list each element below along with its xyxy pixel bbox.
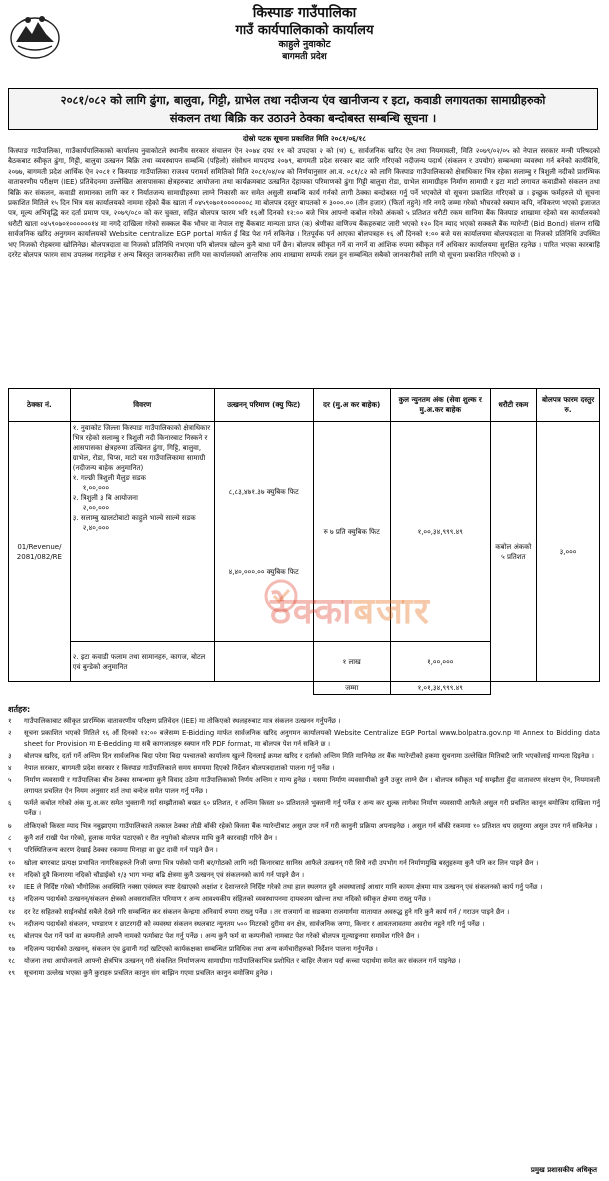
tender-table (8, 388, 600, 695)
office-header (0, 4, 609, 63)
condition-number: ८ (8, 833, 12, 842)
signature-title: प्रमुख प्रशासकीय अधिकृत (530, 1166, 597, 1174)
condition-text: परिस्थितिजन्य कारण देखाई ठेक्का रकममा मिनाहा वा छुट दावी गर्न पाइने छैन । (24, 846, 218, 855)
condition-number: १ (8, 717, 12, 725)
conditions-title: शर्तहरु: (8, 705, 31, 714)
condition-item (8, 763, 600, 773)
row1-description (70, 422, 214, 642)
table-row (9, 422, 600, 642)
row1-rate: रु ७ प्रति क्युबिक फिट (313, 422, 390, 642)
condition-item (8, 907, 600, 917)
condition-number: १६ (8, 932, 16, 941)
notice-body: किस्पाङ गाउँपालिका, गाउँकार्यपालिकाको कार्यालय नुवाकोटले स्थानीय सरकार संचालन ऐन २०७४ दफा ११ को उपदफा २ को (थ) ६, सार्वजनिक खरिद ऐन तथा नियमावली, मिति २०७९/०२/०५ को नेपाल सरकार मन्त्री परिषदको बैठकबाट स्वीकृत ढुंगा, गिट्टी, बालुवा उत्खनन बिक्रि तथा व्यवस्थापन सम्बन्धि (पहिलो) संसोधन मापदण्ड २०७९, बागमती प्रदेश सरकार बाट जारि गरिएको नदीजन्य पदार्थ (संकलन र उपयोग) सम्बन्धमा व्यवस्था गर्न बनेको कार्यविधि, २०७७, बागमती प्रदेश आर्थिक ऐन २०८१ र किस्पाङ गाउँपालिका राजश्व परामर्श समितिको मिति २०८१/०४/०४ को निर्णयानुसार आ.व. ०८१/८२ को लागि किस्पाङ गाउँपालिकाको क्षेत्राधिकार भित्र रहेका सलाम्बु र त्रिशुली नदीको प्रारम्भिक वातावरणीय परीक्षण (IEE) प्रतिवेदनमा उल्लेखित आसपासका क्षेत्रहरुबाट आयोजना तथा कार्यक्रमबाट उत्खनित देहायका परिमाणको ढुंगा गिट्टी बालुवा रोडा, ग्राभेल सामाग्रीहरु निर्माण सामाग्री र इटा माटो लगायत कवाडीको संकलन तथा बिक्रि कर संकलन, कवाडी सामानका लागि कर र निर्यातजन्य सामाग्रीहरुमा लाग्ने निकासी कर समेत असुली सम्बन्धि कार्य गर्नको लागी ठेक्का बन्दोबस्त गर्नु पर्ने भएकोले यो सूचना प्रकाशित गरिएको छ । इच्छुक फर्महरुले यो सूचना प्रकाशित मितिले १५ दिन भित्र यस कार्यालयको नाममा रहेको बैंक खाता र्नं ०४५९०७०१०००००००८ मा बोलपत्र दस्तुर बापतको रु ३०००.०० (तीन हजार) (फिर्ता नहुने) गरि नगदै जम्मा गरेको भौचरको स्क्यान कपि, नविकरण भएको इजाजत पत्र, मूल्य अभिवृद्धि कर दर्ता प्रमाण पत्र, २०७९/०८० को कर चुक्ता, सहित बोलपत्र फारम भरि १६औं दिनको १२:०० बजे भित्र आफ्नो कबोल गरेको अंकको ५ प्रतिशत धरौटी रकम सानिमा बैंक किस्पाङ शाखामा रहेको यस कार्यालयको धरौटी खाता ०४५९०७०१००००००१४ मा नगदै दाखिला गरेको सक्कल बैंक भौचर वा नेपाल राष्ट्र बैंकबाट मान्यता प्राप्त (क) श्रेणीका वाणिज्य बैंकहरुबाट जारी भएको १२० दिन म्याद भएको सक्कलै बैंक ग्यारेन्टी (Bid Bond) संलग्न राखि सार्वजनिक खरिद अनुगमन कार्यालयको Website centralize EGP portal मार्फत ई बिड पेश गर्न सकिनेछ । रितपूर्वक पर्न आएका बोलपत्रहरु १६ औं दिनको १:०० बजे यस कार्यालयमा बोलपत्रदाता वा निजको प्रतिनिधि उपस्थित भए निजको रोहबरमा खोलिनेछ। बोलपत्रदाता वा निजको प्रतिनिधि नभएमा पनि बोलपत्र खोल्न कुनै बाधा पर्ने छैन। बोलपत्र स्वीकृत गर्ने वा नगर्ने वा आंशिक रुपमा स्वीकृत गर्ने अधिकार कार्यालयमा सुरक्षित रहनेछ । पारित भएका कारबाहि दररेट बोलपत्र फारम साथ उपलब्ध गराइनेछ र अन्य बिस्तृत जानकारीका लागि यस कार्यालयको आन्तरिक आय शाखामा सम्पर्क राख्न हुन सम्बन्धित सबैको जानकारीको लागि यो सूचना प्रकाशित गरिएको छ । (8, 147, 600, 260)
sub-a-label: १. गल्छी त्रिशुली मैलुङ सडक (72, 474, 146, 482)
condition-item (8, 821, 600, 831)
condition-number: ६ (8, 799, 12, 808)
district-name: काहुले नुवाकोट (278, 39, 331, 50)
col-form-fee: बोलपत्र फारम दस्तुर रु. (537, 389, 600, 422)
condition-text: नदिको दुवै किनारमा नदिको चौडाईको १/३ भाग भन्दा बढि क्षेत्रमा कुनै उत्खनन् एवं संकलनको कार्य गर्न पाइने छैन । (24, 870, 305, 879)
condition-number: १९ (8, 969, 16, 978)
condition-text: नदिजन्य पदार्थको उत्खनन्, संकलन एंव ढुवानी गर्दा खटिएको कार्यकक्षका सम्बन्धित प्राविधिक तथा अन्य कर्मचारीहरुको निर्देशन पालना गर्नुपर्नेछ । (24, 944, 378, 953)
row2-rate: १ लाख (313, 642, 390, 682)
condition-number: १७ (8, 944, 16, 953)
condition-number: १२ (8, 883, 16, 892)
condition-text: बोलपत्र खरिद, दर्ता गर्ने अन्तिम दिन सार्वजनिक बिदा परेमा बिदा पश्चातको कार्यालय खुल्ने दिनलाई क्रमश खरिद र दर्ताको अन्तिम मिति मानिनेछ तर बैंक ग्यारेन्टीको हकमा सुचनामा उल्लेखित मितिबाटै जारि भएकोलाई मान्यता दिइनेछ । (24, 751, 594, 760)
col-contract-no: ठेक्का नं. (9, 389, 71, 422)
row1-total: १,००,३४,९९९.४९ (390, 422, 490, 642)
condition-number: १४ (8, 907, 16, 916)
condition-text: नेपाल सरकार, बागमती प्रदेश सरकार र किस्पाङ गाउँपालिकाले समय समयमा दिएको निर्देशन बोलपत्रदाताको पालना गर्नु पर्नेछ । (24, 764, 335, 773)
condition-text: IEE ले निर्दिष्ट गरेको भौगोलिक अवस्थिति नक्सा एवंस्थल स्पष्ट देखाएको अक्षांश र देशान्तरले निर्दिष्ट गरेको तथा हाल स्थलगत दुवै अवस्थालाई आधार मानि कायम क्षेत्रमा मात्र उत्खनन् एवं संकलनको कार्य गर्नु पर्नेछ । (24, 883, 543, 892)
sub-b-qty: २,००,००० (82, 504, 110, 512)
condition-text: सूचनामा उल्लेख भएका कुनै कुराहरु प्रचलित कानुन संग बाझिन गएमा प्रचलित कानुन बमोजिम हुनेछ । (24, 969, 273, 978)
watermark-right: बजार (353, 591, 431, 632)
contract-number: 01/Revenue/ 2081/082/RE (9, 422, 71, 682)
condition-number: २ (8, 729, 12, 738)
notice-title (8, 88, 598, 130)
condition-item (8, 931, 600, 941)
office-name: गाउँ कार्यपालिकाको कार्यालय (235, 23, 374, 38)
condition-text: नदीजन्य पदार्थको संकलन, भण्डारण र छाटरगदी को व्यवस्था संकलन स्थलबाट न्युनतम ५०० मिटरको दुरीमा वन क्षेत्र, सार्वजनिक जग्गा, किनार र आवतजावतमा अवरोध नहुने गरि गर्नु पर्नेछ । (24, 920, 485, 929)
row2-total: १,००,००० (390, 642, 490, 682)
qty-first: ८,८३,४७१.३७ क्युबिक फिट (228, 487, 299, 496)
condition-text: योजना तथा आयोजनाले आफ्नो क्षेत्रभित्र उत्खनन् गरी संकलित निर्माणजन्य सामाग्रीमा गाउँपालिकाभित्र प्रशोधित र बाहिर लैजान पर्दा कच्चा पदार्थमा समेत कर संकलन गर्न पाइनेछ । (24, 956, 461, 965)
sum-total: १,०१,३४,९९९.४९ (390, 682, 490, 695)
condition-number: १३ (8, 895, 16, 904)
condition-number: ११ (8, 870, 16, 879)
condition-item (8, 833, 600, 843)
table-sum-row (9, 682, 600, 695)
condition-item (8, 751, 600, 761)
sum-blank (9, 682, 314, 695)
col-deposit: धरौटी रकम (490, 389, 537, 422)
condition-number: ९ (8, 846, 12, 855)
condition-text: खोला बगरबाट प्रत्यक्ष प्रभावित नागरिकहरुले निजी जग्गा भित्र पसेको पानी बर/गोठको लागि नदी किनारबाट सानिस आफैले उत्खनन् गरी सिधै नदी उपभोग गर्न निर्माणमुखि बस्तुहरुमा कुनै पनि कर लिन पाइने छैन । (24, 858, 539, 867)
notice-title-line1: २०८१/०८२ को लागि ढुंगा, बालुवा, गिट्टी, ग्राभेल तथा नदीजन्य एंव खानीजन्य र इटा, कवाडी लगायतका सामाग्रीहरुको (60, 93, 546, 107)
condition-text: कुनै शर्त राखी पेश गरेको, हुलाक मार्फत पठाएको र रीत नपुगेको बोलपत्र माथि कुनै कारवाही गरिने छैन । (24, 833, 278, 842)
province-name: बागमती प्रदेश (282, 52, 327, 62)
sub-b-label: २. त्रिशुली ३ बि आयोजना (72, 494, 138, 502)
condition-item (8, 728, 600, 749)
condition-text: सूचना प्रकाशित भएको मितिले १६ औं दिनको १२:०० बजेसम्म E-Bidding मार्फत सार्वजनिक खरिद अनुगमन कार्यालयको Website Centralize EGP Portal www.bolpatra.gov.np मा Annex to Bidding data sheet for Provision मा E-Bedding मा सबै कागजातहरु स्क्यान गरि PDF format, मा बोलपत्र पेश गर्न सकिने छ । (24, 729, 600, 748)
condition-item (8, 968, 600, 978)
condition-item (8, 919, 600, 929)
condition-item (8, 858, 600, 868)
condition-item (8, 870, 600, 880)
sub-c-label: ३. सलाम्बु खालटोबाटो काहुले भाल्वे साल्मे सडक (72, 514, 196, 522)
row2-description: २. इटा कवाडी फलाम तथा सामानहरु, कागज, बोटल एवं बुन्डेको अनुमानित (70, 642, 214, 682)
sum-label: जम्मा (313, 682, 390, 695)
col-description: विवरण (70, 389, 214, 422)
condition-item (8, 798, 600, 819)
col-minimum-total: कुल न्युनतम अंक (सेवा शुल्क र मु.अ.कर बाहेक (390, 389, 490, 422)
form-fee: ३,००० (537, 422, 600, 682)
publication-date: दोस्रो पटक सूचना प्रकाशित मिति २०८१/०६/१८ (242, 134, 367, 143)
condition-text: बोलपत्र पेश गर्ने फर्म वा कम्पनीले आफ्नै नामको फर्माबाट पेश गर्नु पर्नेछ । अन्य कुनै फर्म वा कम्पनीको नामबाट पेश गरेको बोलपत्र मूल्याङ्कनमा समावेश गरिने छैन । (24, 932, 420, 941)
municipality-name: किस्पाङ गाउँपालिका (252, 5, 357, 21)
condition-text: दर रेट सहितको साईनबोर्ड सबैले देख्ने गरि सम्बन्धित कर संकलन केन्द्रमा अनिवार्य रुपमा राख्नु पर्नेछ । तर राजमार्ग वा सडकमा राजमार्गमा यातायात अवरुद्ध हुने गरि कुनै कार्य गर्न / गराउन पाइने छैन । (24, 907, 510, 916)
condition-number: ७ (8, 821, 12, 830)
condition-text: तोकिएको किस्ता म्याद भित्र नबुझाएमा गाउँपालिकाले तत्काल ठेक्का तोडी बाँकी रहेको किस्ता बैंक ग्यारेन्टीबाट असुल उपर गर्ने गरी कानुनी प्रक्रिया अपनाइनेछ । असुल गर्न बाँकी रकममा १० प्रतिशत थप दस्तुरमा असुल उपर गर्न सकिनेछ । (24, 821, 598, 830)
condition-number: १८ (8, 956, 16, 965)
qty-second: ४,४०,०००.०० क्युबिक फिट (228, 567, 299, 576)
sub-a-qty: १,००,००० (82, 484, 110, 492)
condition-number: ४ (8, 764, 12, 773)
watermark-left: ठेक्का (270, 591, 354, 632)
col-quantity: उत्खनन् परिमाण (क्यु फिट) (214, 389, 313, 422)
condition-item (8, 716, 600, 726)
table-header-row (9, 389, 600, 422)
sub-c-qty: २,४०,००० (82, 524, 110, 532)
sub-item-a (73, 473, 212, 483)
condition-text: नदिजन्य पदार्थको उत्खनन्/संकलन क्षेत्रको अवसरावलित परिमाण र अन्य आवश्यकीय संहितको व्यवस्थापनमा दायबजम खोल्ना तथा नदिको स्वीकृत क्षेत्रमा राख्नु पर्नेछ । (24, 895, 431, 904)
condition-item (8, 944, 600, 954)
sum-blank-right (490, 682, 599, 695)
condition-item (8, 956, 600, 966)
condition-text: फर्मले कबोल गरेको अंक मु.अ.कर समेत भुक्तानी गर्दा सम्झौताको बखत ६० प्रतिशत, र अन्तिम किस्ता ४० प्रतिशतले भुक्तानी गर्नु पर्नेछ र अन्य कर शुल्क लागेका निर्माण व्यवसायी आफैले असुल गरी प्रचलित कानून बमोजिम दाखिला गर्नु पर्नेछ । (24, 799, 600, 818)
col-rate: दर (मु.अ कर बाहेक) (313, 389, 390, 422)
condition-number: १० (8, 858, 16, 867)
condition-item (8, 775, 600, 796)
condition-number: ५ (8, 776, 12, 785)
condition-number: १५ (8, 920, 16, 929)
row1-description-text: १. नुवाकोट जिल्ला किस्पाङ गाउँपालिकाको क्षेत्राधिकार भित्र रहेको सलाम्बु र त्रिशुली नदी किनारबाट निस्कने र आसपासका क्षेत्रहरुमा उत्खिनत ढुंगा, गिट्टि, बालुवा, ग्राभेल, रोडा, चिप्स, माटो यस गाउँपालिकामा सामाग्री (नदीजन्य बाहेक अनुमानित) (72, 424, 211, 472)
condition-text: निर्माण व्यवसायी र गाउँपालिका बीच ठेक्का सम्बन्धमा कुनै विवाद उठेमा गाउँपालिकाको निर्णय अन्तिम र मान्य हुनेछ । यसमा निर्माण व्यवसायीको कुनै उजुर लाग्ने छैन । बोलपत्र स्वीकृत भई सम्झौता हुँदा वातावरण संरक्षण ऐन, नियमावली लगायत प्रचलित ऐन नियम अनुसार शर्त तथा बन्देज समेत पालन गर्नु पर्नेछ । (24, 776, 600, 795)
condition-item (8, 882, 600, 892)
condition-text: गाउँपालिकाबाट स्वीकृत प्रारम्भिक वातावरणीय परिक्षण प्रतिवेदन (IEE) मा तोकिएको स्थलहरुबाट मात्र संकलन उत्खनन गर्नुपर्नेछ । (24, 717, 341, 725)
condition-number: ३ (8, 751, 12, 760)
condition-item (8, 845, 600, 855)
conditions-list (8, 716, 600, 1164)
notice-title-line2: संकलन तथा बिक्रि कर उठाउने ठेक्का बन्दोबस्त सम्बन्धि सूचना । (169, 111, 437, 125)
row2-quantity (214, 642, 313, 682)
deposit-amount: कबोल अंकको ५ प्रतिशत (490, 422, 537, 682)
watermark-logo-icon (262, 577, 300, 615)
condition-item (8, 894, 600, 904)
